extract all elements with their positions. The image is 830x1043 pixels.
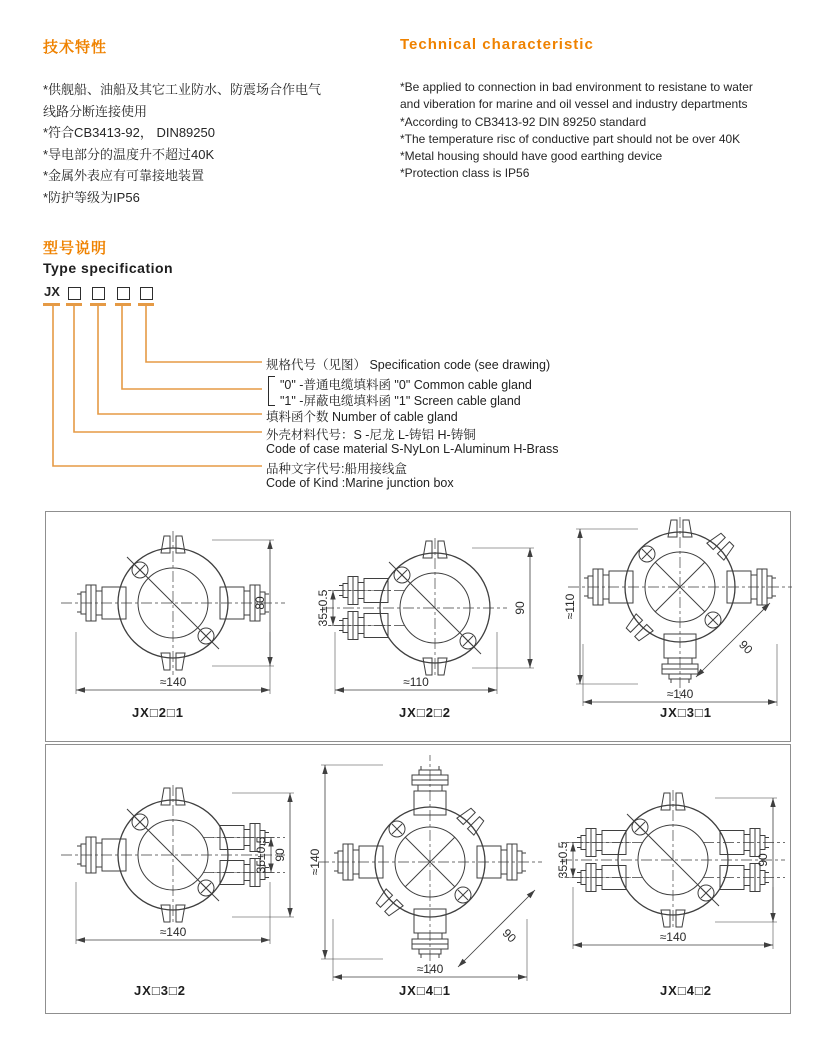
tech-en-line: *Metal housing should have good earthing device bbox=[400, 149, 663, 164]
underline-prefix bbox=[43, 303, 60, 306]
dim-label: 35±0.5 bbox=[556, 841, 570, 879]
dim-label: ≈140 bbox=[416, 962, 444, 976]
dim-label: 90 bbox=[513, 601, 527, 615]
mounting-ear bbox=[707, 531, 736, 560]
drawing-code-jx4-2: JX□4□2 bbox=[659, 983, 713, 998]
model-code-box-4 bbox=[140, 287, 153, 300]
drawing-code-jx2-1: JX□2□1 bbox=[131, 705, 185, 720]
drawing-code-jx4-1: JX□4□1 bbox=[398, 983, 452, 998]
model-code-box-2 bbox=[92, 287, 105, 300]
tech-cn-line: *防护等级为IP56 bbox=[43, 189, 140, 205]
drawing-code-jx2-2: JX□2□2 bbox=[398, 705, 452, 720]
dim-label: ≈110 bbox=[563, 593, 577, 620]
dim-label: 90 bbox=[273, 848, 287, 862]
mounting-ear bbox=[374, 889, 403, 918]
dim-label: 35±0.5 bbox=[316, 589, 330, 627]
tech-cn-line: *金属外表应有可靠接地装置 bbox=[43, 168, 205, 183]
annotation-screen-gland: "1" -屏蔽电缆填料函 "1" Screen cable gland bbox=[280, 394, 521, 408]
mounting-ear bbox=[457, 806, 486, 835]
dim-label: ≈110 bbox=[403, 675, 429, 689]
annotation-common-gland: "0" -普通电缆填料函 "0" Common cable gland bbox=[280, 378, 532, 392]
dim-label: 90 bbox=[736, 637, 756, 657]
dim-label: 35±0.5 bbox=[254, 836, 268, 874]
annotation-kind-cn: 品种文字代号:船用接线盒 bbox=[266, 462, 407, 476]
annotation-kind-en: Code of Kind :Marine junction box bbox=[266, 476, 454, 490]
dim-label: ≈140 bbox=[159, 675, 187, 689]
model-prefix: JX bbox=[44, 284, 60, 299]
annotation-spec-code: 规格代号（见图） Specification code (see drawing) bbox=[266, 358, 551, 372]
tech-en-line: *Protection class is IP56 bbox=[400, 166, 530, 181]
tech-cn-line: 线路分断连接使用 bbox=[43, 103, 148, 119]
junction-box-drawing bbox=[40, 755, 306, 995]
underline-box-2 bbox=[90, 303, 106, 306]
dim-label: ≈140 bbox=[666, 687, 694, 701]
underline-box-4 bbox=[138, 303, 154, 306]
dim-label: 90 bbox=[756, 853, 770, 867]
drawing-code-jx3-1: JX□3□1 bbox=[659, 705, 713, 720]
tech-characteristics-cn bbox=[43, 79, 321, 208]
annotation-gland-number: 填料函个数 Number of cable gland bbox=[266, 410, 458, 424]
mounting-ear bbox=[624, 614, 653, 643]
tech-cn-line: *导电部分的温度升不超过40K bbox=[43, 146, 215, 162]
dim-label: ≈140 bbox=[308, 848, 322, 876]
tech-cn-line: *供舰船、油船及其它工业防水、防震场合作电气 bbox=[43, 82, 322, 97]
underline-box-3 bbox=[115, 303, 131, 306]
tech-characteristics-en bbox=[400, 79, 753, 183]
typespec-title-en: Type specification bbox=[43, 260, 174, 276]
dim-label: 90 bbox=[499, 925, 520, 946]
tech-en-line: *According to CB3413-92 DIN 89250 standard bbox=[400, 114, 647, 129]
junction-box-drawing bbox=[305, 515, 567, 713]
section-title-en: Technical characteristic bbox=[400, 36, 594, 53]
junction-box-drawing bbox=[300, 755, 568, 1002]
bracket bbox=[268, 376, 275, 406]
drawing-code-jx3-2: JX□3□2 bbox=[133, 983, 187, 998]
junction-box-drawing bbox=[545, 770, 807, 988]
model-code-box-1 bbox=[68, 287, 81, 300]
tech-en-line: *The temperature risc of conductive part should not be over 40K bbox=[400, 131, 741, 146]
annotation-material-en: Code of case material S-NyLon L-Aluminum H-Brass bbox=[266, 442, 559, 456]
dim-label: ≈140 bbox=[159, 925, 187, 939]
junction-box-drawing bbox=[40, 515, 302, 713]
section-title-cn: 技术特性 bbox=[43, 39, 108, 56]
tech-en-line: *Be applied to connection in bad environment to resistane to water bbox=[400, 80, 753, 94]
annotation-material-cn: 外壳材料代号：S -尼龙 L-铸铝 H-铸铜 bbox=[266, 428, 476, 442]
dim-label: ≈140 bbox=[659, 930, 687, 944]
dim-label: 80 bbox=[253, 596, 267, 610]
tech-cn-line: *符合CB3413-92， DIN89250 bbox=[43, 125, 215, 140]
junction-box-drawing bbox=[550, 515, 812, 715]
underline-box-1 bbox=[66, 303, 82, 306]
tech-en-line: and viberation for marine and oil vessel and industry departments bbox=[400, 97, 748, 112]
model-code-box-3 bbox=[117, 287, 130, 300]
typespec-title-cn: 型号说明 bbox=[43, 240, 108, 257]
